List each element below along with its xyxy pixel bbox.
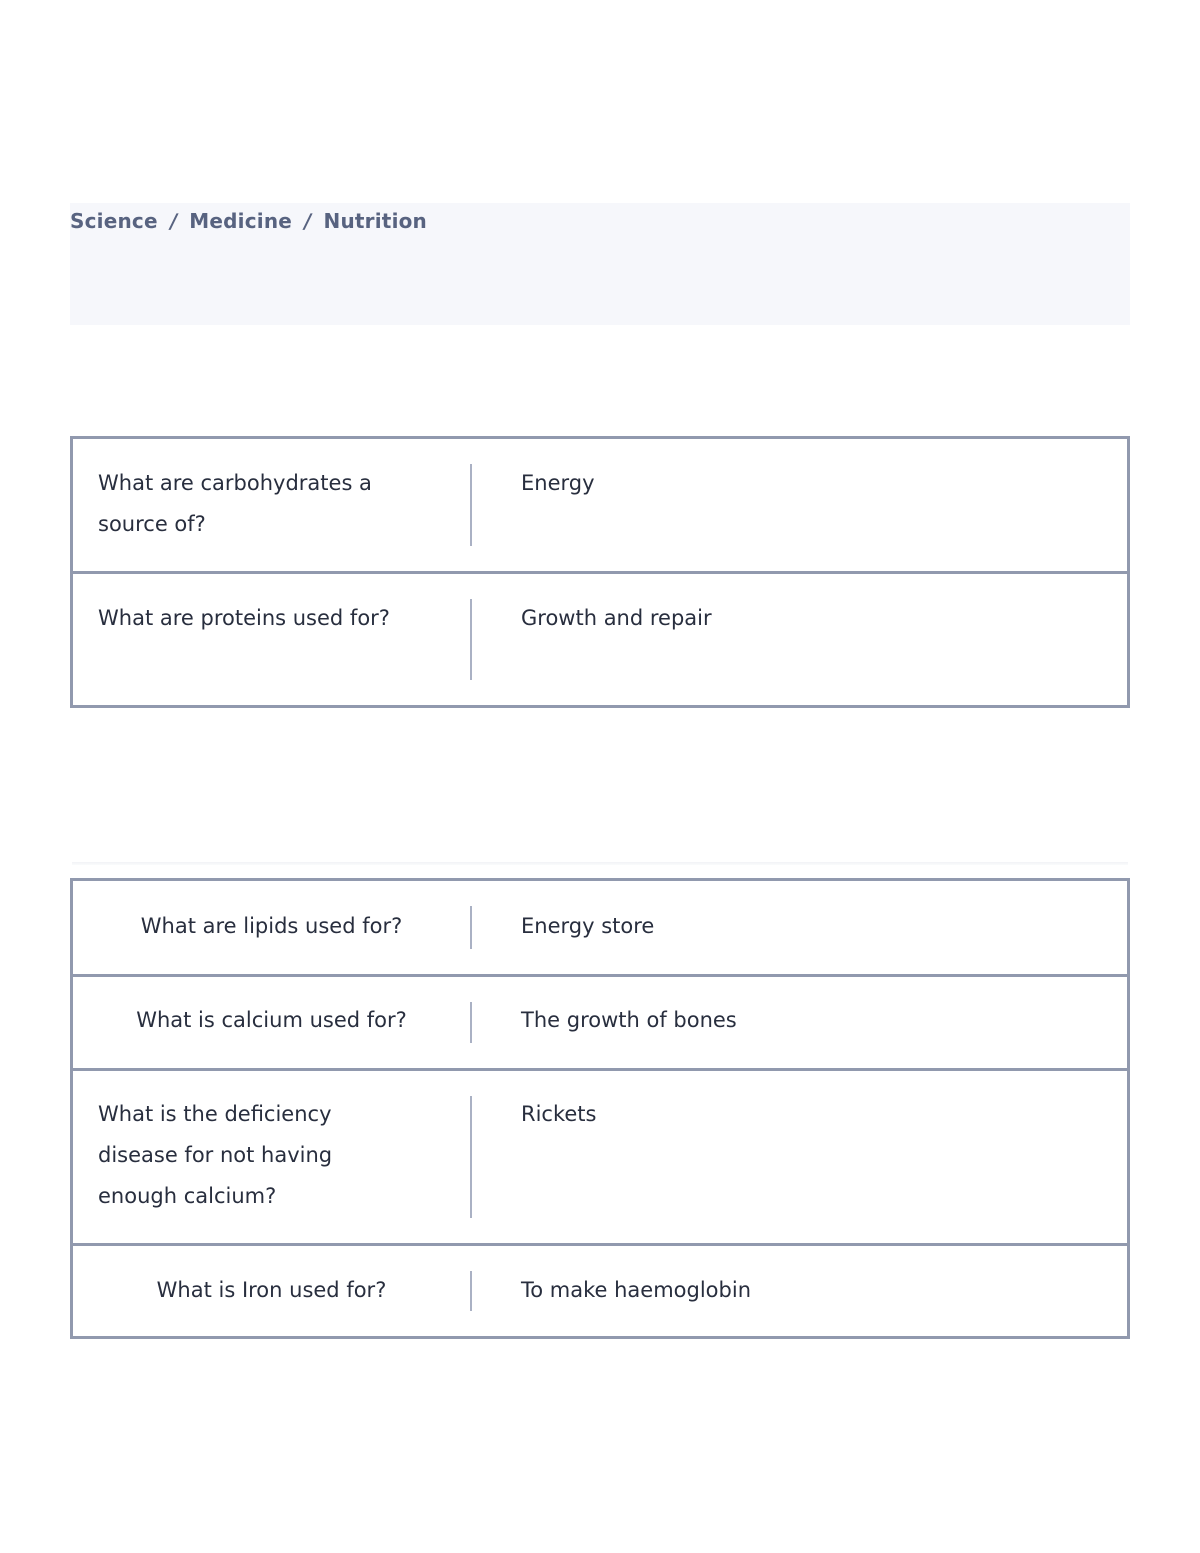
flashcard-group-1 (70, 436, 1130, 708)
flashcard-row[interactable] (73, 1068, 1127, 1243)
term-text: What is calcium used for? (136, 1008, 407, 1032)
flashcard-row[interactable] (73, 439, 1127, 571)
term-text: What are carbohydrates a source of? (98, 471, 372, 536)
flashcard-row[interactable] (73, 571, 1127, 705)
term-text: What are proteins used for? (98, 606, 390, 630)
breadcrumb-science[interactable]: Science (70, 209, 158, 233)
term-text: What are lipids used for? (140, 914, 403, 938)
section-divider (72, 862, 1128, 865)
breadcrumb-nutrition[interactable]: Nutrition (323, 209, 427, 233)
flashcard-row[interactable] (73, 974, 1127, 1068)
flashcard-row[interactable] (73, 1243, 1127, 1336)
definition-text: The growth of bones (521, 1008, 737, 1032)
definition-text: Energy (521, 471, 595, 495)
breadcrumb-separator: / (301, 209, 314, 233)
definition-text: Growth and repair (521, 606, 712, 630)
breadcrumb (70, 206, 427, 236)
term-text: What is the deficiency disease for not having enough calcium? (98, 1102, 333, 1208)
term-text: What is Iron used for? (156, 1278, 387, 1302)
definition-text: To make haemoglobin (521, 1278, 752, 1302)
definition-text: Energy store (521, 914, 655, 938)
definition-text: Rickets (521, 1102, 597, 1126)
breadcrumb-separator: / (167, 209, 180, 233)
flashcard-row[interactable] (73, 881, 1127, 974)
flashcard-group-2 (70, 878, 1130, 1339)
breadcrumb-medicine[interactable]: Medicine (189, 209, 293, 233)
